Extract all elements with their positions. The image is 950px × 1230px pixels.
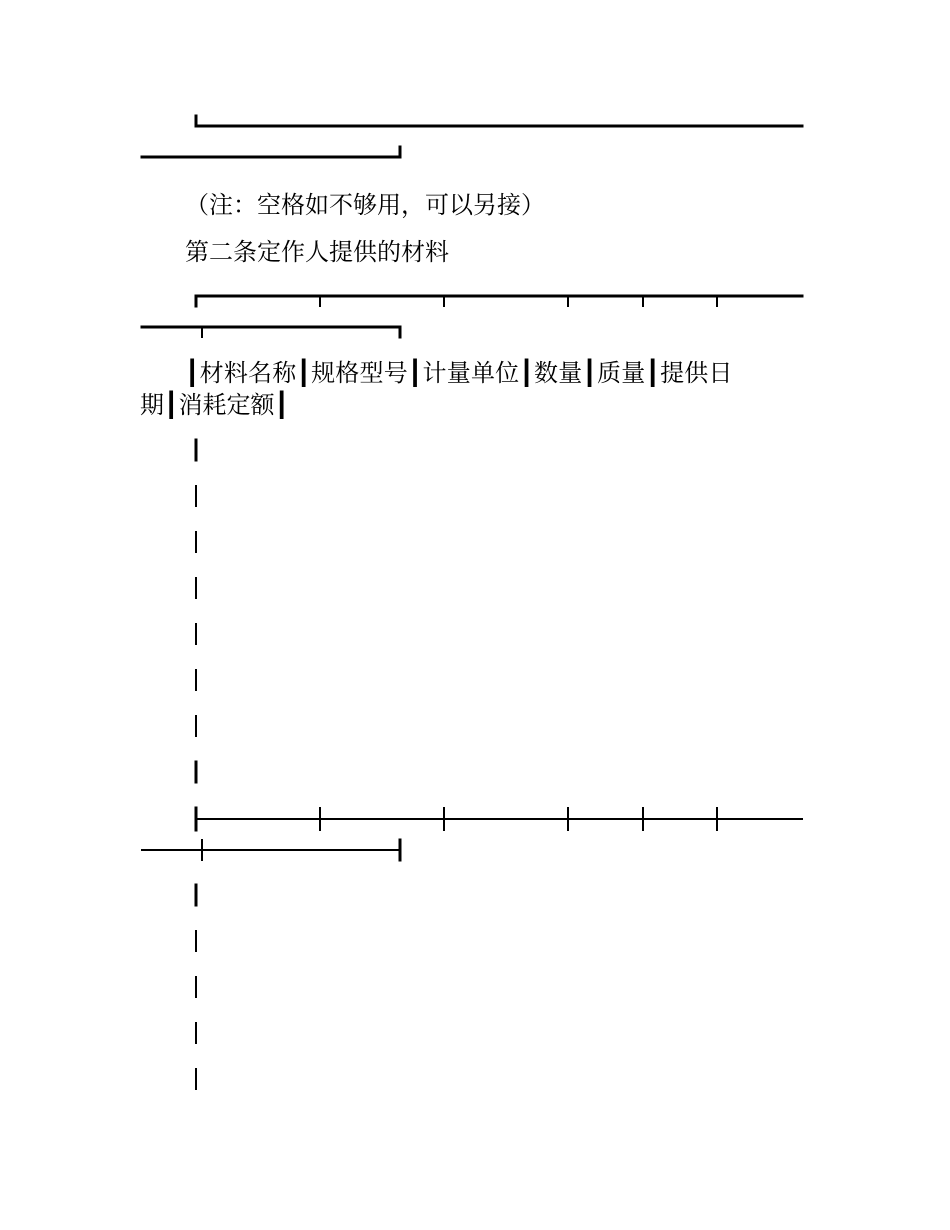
- table-header-line-1: ┃材料名称┃规格型号┃计量单位┃数量┃质量┃提供日: [185, 359, 733, 387]
- table-header-line-2: 期┃消耗定额┃: [140, 391, 289, 419]
- note-text: （注：空格如不够用，可以另接）: [185, 191, 545, 219]
- section-title: 第二条定作人提供的材料: [185, 238, 449, 266]
